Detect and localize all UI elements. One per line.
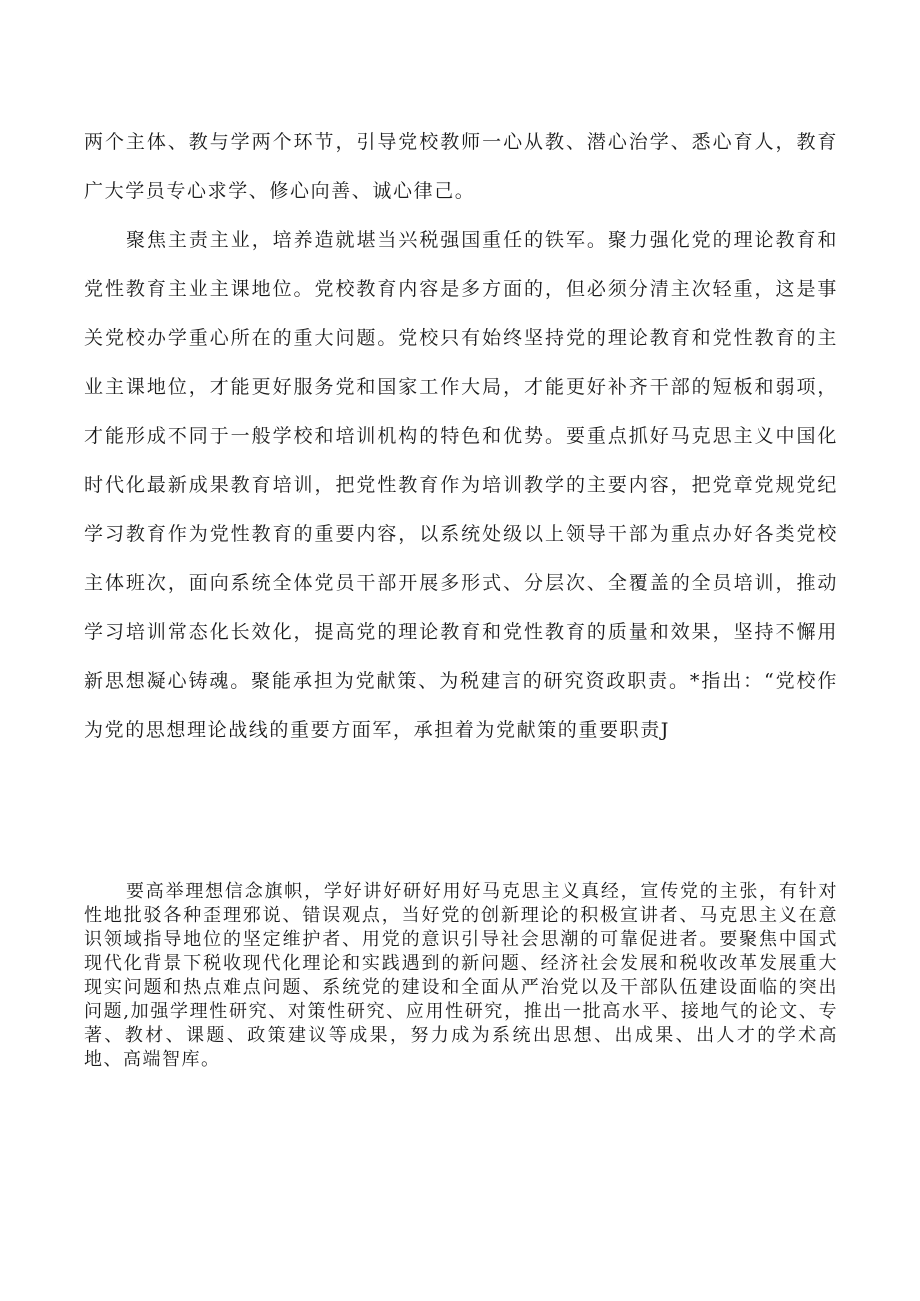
paragraph-main-responsibility: 聚焦主责主业，培养造就堪当兴税强国重任的铁军。聚力强化党的理论教育和党性教育主业主课地位。党校教育内容是多方面的，但必须分清主次轻重，这是事关党校办学重心所在的重大问题。党校只有始终坚持党的理论教育和党性教育的主业主课地位，才能更好服务党和国家工作大局，才能更好补齐干部的短板和弱项，才能形成不同于一般学校和培训机构的特色和优势。要重点抓好马克思主义中国化时代化最新成果教育培训，把党性教育作为培训教学的主要内容，把党章党规党纪学习教育作为党性教育的重要内容，以系统处级以上领导干部为重点办好各类党校主体班次，面向系统全体党员干部开展多形式、分层次、全覆盖的全员培训，推动学习培训常态化长效化，提高党的理论教育和党性教育的质量和效果，坚持不懈用新思想凝心铸魂。聚能承担为党献策、为税建言的研究资政职责。*指出：“党校作为党的思想理论战线的重要方面军，承担着为党献策的重要职责J (84, 229, 838, 741)
paragraph-ideals-research: 要高举理想信念旗帜，学好讲好研好用好马克思主义真经，宣传党的主张，有针对性地批驳各种歪理邪说、错误观点，当好党的创新理论的积极宣讲者、马克思主义在意识领域指导地位的坚定维护者、用党的意识引导社会思潮的可靠促进者。要聚焦中国式现代化背景下税收现代化理论和实践遇到的新问题、经济社会发展和税收改革发展重大现实问题和热点难点问题、系统党的建设和全面从严治党以及干部队伍建设面临的突出问题,加强学理性研究、对策性研究、应用性研究，推出一批高水平、接地气的论文、专著、教材、课题、政策建议等成果，努力成为系统出思想、出成果、出人才的学术高地、高端智库。 (84, 881, 838, 1070)
paragraph-continuation: 两个主体、教与学两个环节，引导党校教师一心从教、潜心治学、悉心育人，教育广大学员专心求学、修心向善、诚心律己。 (84, 131, 838, 202)
